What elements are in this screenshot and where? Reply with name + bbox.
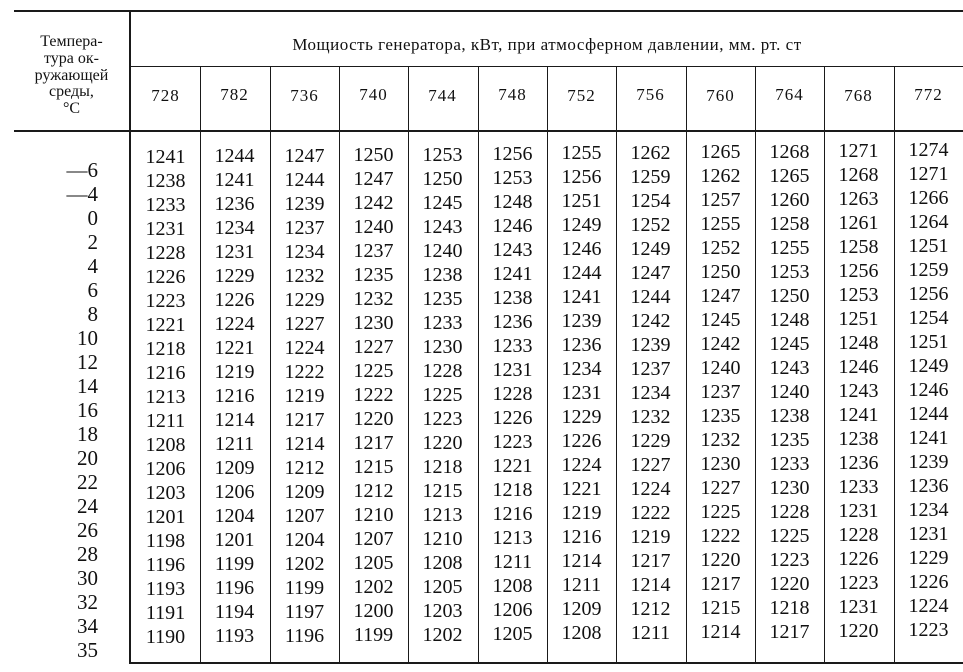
table-cell: 1251 (908, 331, 949, 353)
table-cell: 1221 (561, 478, 602, 500)
table-cell: 1265 (769, 165, 810, 187)
table-cell: 1196 (284, 625, 325, 647)
table-cell: 1218 (422, 456, 463, 478)
table-cell: 1207 (284, 505, 325, 527)
table-cell: 1234 (214, 217, 255, 239)
table-cell: 1240 (422, 240, 463, 262)
table-cell: 1247 (284, 145, 325, 167)
table-cell: 1241 (908, 427, 949, 449)
table-cell: 1266 (908, 187, 949, 209)
table-cell: 1232 (630, 406, 671, 428)
table-cell: 1228 (838, 524, 879, 546)
table-cell: 1214 (700, 621, 741, 643)
table-cell: 1271 (908, 163, 949, 185)
table-cell: 1215 (700, 597, 741, 619)
table-cell: 1231 (908, 523, 949, 545)
table-cell: 1264 (908, 211, 949, 233)
pressure-header: 752 (567, 86, 596, 105)
table-cell: 1245 (422, 192, 463, 214)
table-cell: 1253 (769, 261, 810, 283)
table-cell: 1243 (769, 357, 810, 379)
table-cell: 1229 (214, 265, 255, 287)
table-cell: 1240 (769, 381, 810, 403)
table-cell: 1206 (214, 481, 255, 503)
table-cell: 1265 (700, 141, 741, 163)
table-cell: 1226 (561, 430, 602, 452)
table-cell: 1238 (492, 287, 533, 309)
table-cell: 1215 (353, 456, 394, 478)
table-cell: 1238 (769, 405, 810, 427)
table-cell: 1231 (838, 596, 879, 618)
table-cell: 1235 (700, 405, 741, 427)
table-cell: 1203 (422, 600, 463, 622)
table-cell: 1211 (214, 433, 255, 455)
table-cell: 1210 (422, 528, 463, 550)
table-cell: 1256 (908, 283, 949, 305)
table-cell: 1222 (353, 384, 394, 406)
table-cell: 1261 (838, 212, 879, 234)
table-cell: 1212 (284, 457, 325, 479)
table-cell: 1229 (630, 430, 671, 452)
table-cell: 1217 (630, 550, 671, 572)
table-cell: 1225 (700, 501, 741, 523)
table-cell: 1214 (630, 574, 671, 596)
table-cell: 1219 (561, 502, 602, 524)
table-cell: 1253 (422, 144, 463, 166)
table-cell: 1248 (492, 191, 533, 213)
table-cell: 1259 (908, 259, 949, 281)
table-cell: 1254 (908, 307, 949, 329)
table-cell: 1236 (908, 475, 949, 497)
table-cell: 1193 (145, 578, 186, 600)
table-cell: 1239 (561, 310, 602, 332)
table-cell: 1227 (353, 336, 394, 358)
table-cell: 1213 (492, 527, 533, 549)
table-cell: 1199 (214, 553, 255, 575)
row-header-line: среды, (49, 83, 94, 101)
table-cell: 1217 (284, 409, 325, 431)
temperature-label: 22 (77, 470, 98, 494)
table-cell: 1206 (145, 458, 186, 480)
table-cell: 1246 (838, 356, 879, 378)
table-cell: 1219 (214, 361, 255, 383)
row-header-line: тура ок- (44, 49, 99, 67)
pressure-header: 768 (844, 86, 873, 105)
table-cell: 1235 (769, 429, 810, 451)
table-cell: 1222 (630, 502, 671, 524)
table-cell: 1244 (284, 169, 325, 191)
table-cell: 1196 (145, 554, 186, 576)
table-cell: 1198 (145, 530, 186, 552)
table-cell: 1250 (769, 285, 810, 307)
table-cell: 1262 (630, 142, 671, 164)
table-cell: 1227 (284, 313, 325, 335)
table-cell: 1250 (700, 261, 741, 283)
table-cell: 1211 (630, 622, 671, 644)
table-cell: 1256 (838, 260, 879, 282)
table-cell: 1244 (214, 145, 255, 167)
table-cell: 1242 (353, 192, 394, 214)
table-cell: 1250 (422, 168, 463, 190)
table-cell: 1228 (145, 242, 186, 264)
table-cell: 1224 (908, 595, 949, 617)
table-cell: 1254 (630, 190, 671, 212)
temperature-label: 18 (77, 422, 98, 446)
table-cell: 1199 (353, 624, 394, 646)
table-cell: 1228 (422, 360, 463, 382)
table-cell: 1221 (492, 455, 533, 477)
table-cell: 1224 (630, 478, 671, 500)
table-cell: 1245 (769, 333, 810, 355)
table-cell: 1204 (284, 529, 325, 551)
table-cell: 1232 (284, 265, 325, 287)
table-cell: 1216 (492, 503, 533, 525)
table-cell: 1224 (214, 313, 255, 335)
table-cell: 1209 (561, 598, 602, 620)
table-cell: 1227 (700, 477, 741, 499)
table-cell: 1201 (145, 506, 186, 528)
table-cell: 1223 (145, 290, 186, 312)
table-cell: 1243 (422, 216, 463, 238)
table-cell: 1208 (422, 552, 463, 574)
table-cell: 1239 (908, 451, 949, 473)
table-cell: 1218 (492, 479, 533, 501)
table-cell: 1231 (838, 500, 879, 522)
table-cell: 1214 (214, 409, 255, 431)
table-cell: 1246 (908, 379, 949, 401)
table-cell: 1223 (422, 408, 463, 430)
table-cell: 1218 (145, 338, 186, 360)
table-cell: 1214 (561, 550, 602, 572)
temperature-label: 24 (77, 494, 98, 518)
table-cell: 1244 (630, 286, 671, 308)
table-cell: 1227 (630, 454, 671, 476)
pressure-header: 764 (775, 85, 804, 104)
table-cell: 1234 (561, 358, 602, 380)
table-cell: 1233 (838, 476, 879, 498)
table-cell: 1256 (561, 166, 602, 188)
table-cell: 1226 (214, 289, 255, 311)
table-cell: 1226 (492, 407, 533, 429)
table-cell: 1237 (353, 240, 394, 262)
table-cell: 1241 (492, 263, 533, 285)
table-cell: 1196 (214, 577, 255, 599)
table-cell: 1226 (838, 548, 879, 570)
table-cell: 1238 (145, 170, 186, 192)
table-cell: 1221 (145, 314, 186, 336)
table-cell: 1225 (769, 525, 810, 547)
table-cell: 1220 (700, 549, 741, 571)
table-cell: 1233 (492, 335, 533, 357)
table-cell: 1253 (838, 284, 879, 306)
table-cell: 1212 (630, 598, 671, 620)
table-cell: 1220 (353, 408, 394, 430)
table-cell: 1211 (492, 551, 533, 573)
pressure-header: 748 (498, 85, 527, 104)
table-cell: 1216 (561, 526, 602, 548)
pressure-header: 736 (290, 86, 319, 105)
table-cell: 1247 (353, 168, 394, 190)
table-cell: 1231 (492, 359, 533, 381)
table-cell: 1268 (769, 141, 810, 163)
temperature-label: 0 (87, 206, 98, 230)
pressure-header: 760 (706, 86, 735, 105)
table-cell: 1191 (145, 602, 186, 624)
table-cell: 1236 (838, 452, 879, 474)
table-cell: 1208 (145, 434, 186, 456)
temperature-label: 20 (77, 446, 98, 470)
table-cell: 1224 (284, 337, 325, 359)
table-cell: 1200 (353, 600, 394, 622)
table-cell: 1213 (145, 386, 186, 408)
table-cell: 1230 (422, 336, 463, 358)
table-cell: 1251 (908, 235, 949, 257)
temperature-label: 4 (87, 254, 98, 278)
pressure-header: 782 (220, 85, 249, 104)
table-cell: 1222 (700, 525, 741, 547)
temperature-label: 35 (77, 638, 98, 662)
temperature-label: 8 (87, 302, 98, 326)
table-cell: 1205 (422, 576, 463, 598)
table-cell: 1223 (838, 572, 879, 594)
table-cell: 1237 (284, 217, 325, 239)
table-cell: 1241 (145, 146, 186, 168)
table-cell: 1193 (214, 625, 255, 647)
table-cell: 1233 (769, 453, 810, 475)
row-header-line: ружающей (34, 66, 109, 84)
table-cell: 1241 (838, 404, 879, 426)
table-cell: 1230 (769, 477, 810, 499)
table-cell: 1263 (838, 188, 879, 210)
table-cell: 1258 (838, 236, 879, 258)
table-cell: 1231 (214, 241, 255, 263)
table-cell: 1190 (145, 626, 186, 648)
table-cell: 1252 (700, 237, 741, 259)
header-bottom-rule (14, 130, 963, 132)
table-cell: 1251 (838, 308, 879, 330)
table-cell: 1243 (838, 380, 879, 402)
table-cell: 1244 (908, 403, 949, 425)
temperature-label: 6 (87, 278, 98, 302)
table-cell: 1217 (769, 621, 810, 643)
table-cell: 1210 (353, 504, 394, 526)
table-cell: 1197 (284, 601, 325, 623)
table-cell: 1229 (908, 547, 949, 569)
table-cell: 1204 (214, 505, 255, 527)
table-cell: 1237 (700, 381, 741, 403)
table-cell: 1205 (492, 623, 533, 645)
table-cell: 1251 (561, 190, 602, 212)
table-cell: 1274 (908, 139, 949, 161)
table-cell: 1247 (630, 262, 671, 284)
table-cell: 1215 (422, 480, 463, 502)
table-cell: 1203 (145, 482, 186, 504)
table-cell: 1225 (353, 360, 394, 382)
table-cell: 1252 (630, 214, 671, 236)
table-cell: 1205 (353, 552, 394, 574)
temperature-label: 16 (77, 398, 98, 422)
temperature-label: 14 (77, 374, 98, 398)
table-cell: 1206 (492, 599, 533, 621)
table-cell: 1236 (492, 311, 533, 333)
table-cell: 1216 (145, 362, 186, 384)
table-cell: 1255 (561, 142, 602, 164)
table-cell: 1268 (838, 164, 879, 186)
row-header-line: Темпера- (40, 33, 103, 50)
table-cell: 1241 (561, 286, 602, 308)
table-cell: 1248 (838, 332, 879, 354)
table-cell: 1221 (214, 337, 255, 359)
table-cell: 1212 (353, 480, 394, 502)
table-cell: 1236 (561, 334, 602, 356)
table-cell: 1249 (630, 238, 671, 260)
table-cell: 1228 (492, 383, 533, 405)
table-cell: 1234 (908, 499, 949, 521)
table-cell: 1222 (284, 361, 325, 383)
table-cell: 1231 (561, 382, 602, 404)
table-cell: 1256 (492, 143, 533, 165)
table-cell: 1238 (422, 264, 463, 286)
temperature-label: —6 (66, 158, 98, 182)
pressure-header: 756 (636, 85, 665, 104)
table-cell: 1240 (353, 216, 394, 238)
table-cell: 1229 (561, 406, 602, 428)
table-cell: 1225 (422, 384, 463, 406)
table-cell: 1259 (630, 166, 671, 188)
column-group-caption: Мощиость генератора, кВт, при атмосферном давлении, мм. рт. ст (292, 35, 802, 54)
table-cell: 1208 (492, 575, 533, 597)
table-cell: 1217 (700, 573, 741, 595)
table-cell: 1208 (561, 622, 602, 644)
table-cell: 1271 (838, 140, 879, 162)
table-cell: 1220 (422, 432, 463, 454)
table-cell: 1211 (561, 574, 602, 596)
table-cell: 1255 (769, 237, 810, 259)
table-cell: 1255 (700, 213, 741, 235)
table-cell: 1220 (838, 620, 879, 642)
temperature-label: 2 (87, 230, 98, 254)
temperature-label: 32 (77, 590, 98, 614)
table-cell: 1253 (492, 167, 533, 189)
table-cell: 1230 (700, 453, 741, 475)
pressure-header: 772 (914, 85, 943, 104)
table-cell: 1209 (214, 457, 255, 479)
table-cell: 1211 (145, 410, 186, 432)
pressure-header: 728 (151, 86, 180, 105)
table-cell: 1249 (908, 355, 949, 377)
table-cell: 1238 (838, 428, 879, 450)
table-cell: 1214 (284, 433, 325, 455)
pressure-header: 744 (428, 86, 457, 105)
table-cell: 1219 (630, 526, 671, 548)
row-header-line: °С (62, 100, 81, 118)
pressure-header: 740 (359, 85, 388, 104)
table-cell: 1216 (214, 385, 255, 407)
table-cell: 1248 (769, 309, 810, 331)
table-cell: 1202 (284, 553, 325, 575)
table-cell: 1242 (700, 333, 741, 355)
table-cell: 1243 (492, 239, 533, 261)
temperature-label: 10 (77, 326, 98, 350)
table-cell: 1242 (630, 310, 671, 332)
table-cell: 1235 (353, 264, 394, 286)
bottom-rule (130, 662, 963, 664)
table-cell: 1237 (630, 358, 671, 380)
table-cell: 1260 (769, 189, 810, 211)
table-cell: 1236 (214, 193, 255, 215)
table-cell: 1220 (769, 573, 810, 595)
table-cell: 1223 (492, 431, 533, 453)
table-cell: 1257 (700, 189, 741, 211)
table-cell: 1250 (353, 144, 394, 166)
table-cell: 1233 (145, 194, 186, 216)
table-cell: 1226 (145, 266, 186, 288)
table-cell: 1213 (422, 504, 463, 526)
table-cell: 1199 (284, 577, 325, 599)
table-cell: 1247 (700, 285, 741, 307)
table-cell: 1194 (214, 601, 255, 623)
table-cell: 1223 (908, 619, 949, 641)
table-cell: 1224 (561, 454, 602, 476)
table-cell: 1202 (422, 624, 463, 646)
table-cell: 1231 (145, 218, 186, 240)
table-cell: 1226 (908, 571, 949, 593)
table-cell: 1235 (422, 288, 463, 310)
table-cell: 1219 (284, 385, 325, 407)
table-cell: 1240 (700, 357, 741, 379)
temperature-label: 28 (77, 542, 98, 566)
temperature-label: 12 (77, 350, 98, 374)
table-cell: 1207 (353, 528, 394, 550)
table-cell: 1223 (769, 549, 810, 571)
table-cell: 1241 (214, 169, 255, 191)
table-cell: 1230 (353, 312, 394, 334)
table-cell: 1246 (561, 238, 602, 260)
temperature-label: 30 (77, 566, 98, 590)
table-cell: 1229 (284, 289, 325, 311)
temperature-label: 26 (77, 518, 98, 542)
table-cell: 1249 (561, 214, 602, 236)
table-cell: 1246 (492, 215, 533, 237)
table-cell: 1201 (214, 529, 255, 551)
table-cell: 1239 (630, 334, 671, 356)
table-cell: 1232 (700, 429, 741, 451)
temperature-label: —4 (66, 182, 98, 206)
table-cell: 1244 (561, 262, 602, 284)
table-cell: 1209 (284, 481, 325, 503)
table-cell: 1258 (769, 213, 810, 235)
temperature-label: 34 (77, 614, 98, 638)
table-cell: 1218 (769, 597, 810, 619)
table-cell: 1217 (353, 432, 394, 454)
table-cell: 1234 (284, 241, 325, 263)
table-cell: 1234 (630, 382, 671, 404)
row-header-caption (14, 34, 129, 118)
table-cell: 1245 (700, 309, 741, 331)
table-cell: 1232 (353, 288, 394, 310)
table-cell: 1228 (769, 501, 810, 523)
table-cell: 1262 (700, 165, 741, 187)
top-rule (14, 10, 963, 12)
table-cell: 1233 (422, 312, 463, 334)
table-cell: 1202 (353, 576, 394, 598)
table-cell: 1239 (284, 193, 325, 215)
